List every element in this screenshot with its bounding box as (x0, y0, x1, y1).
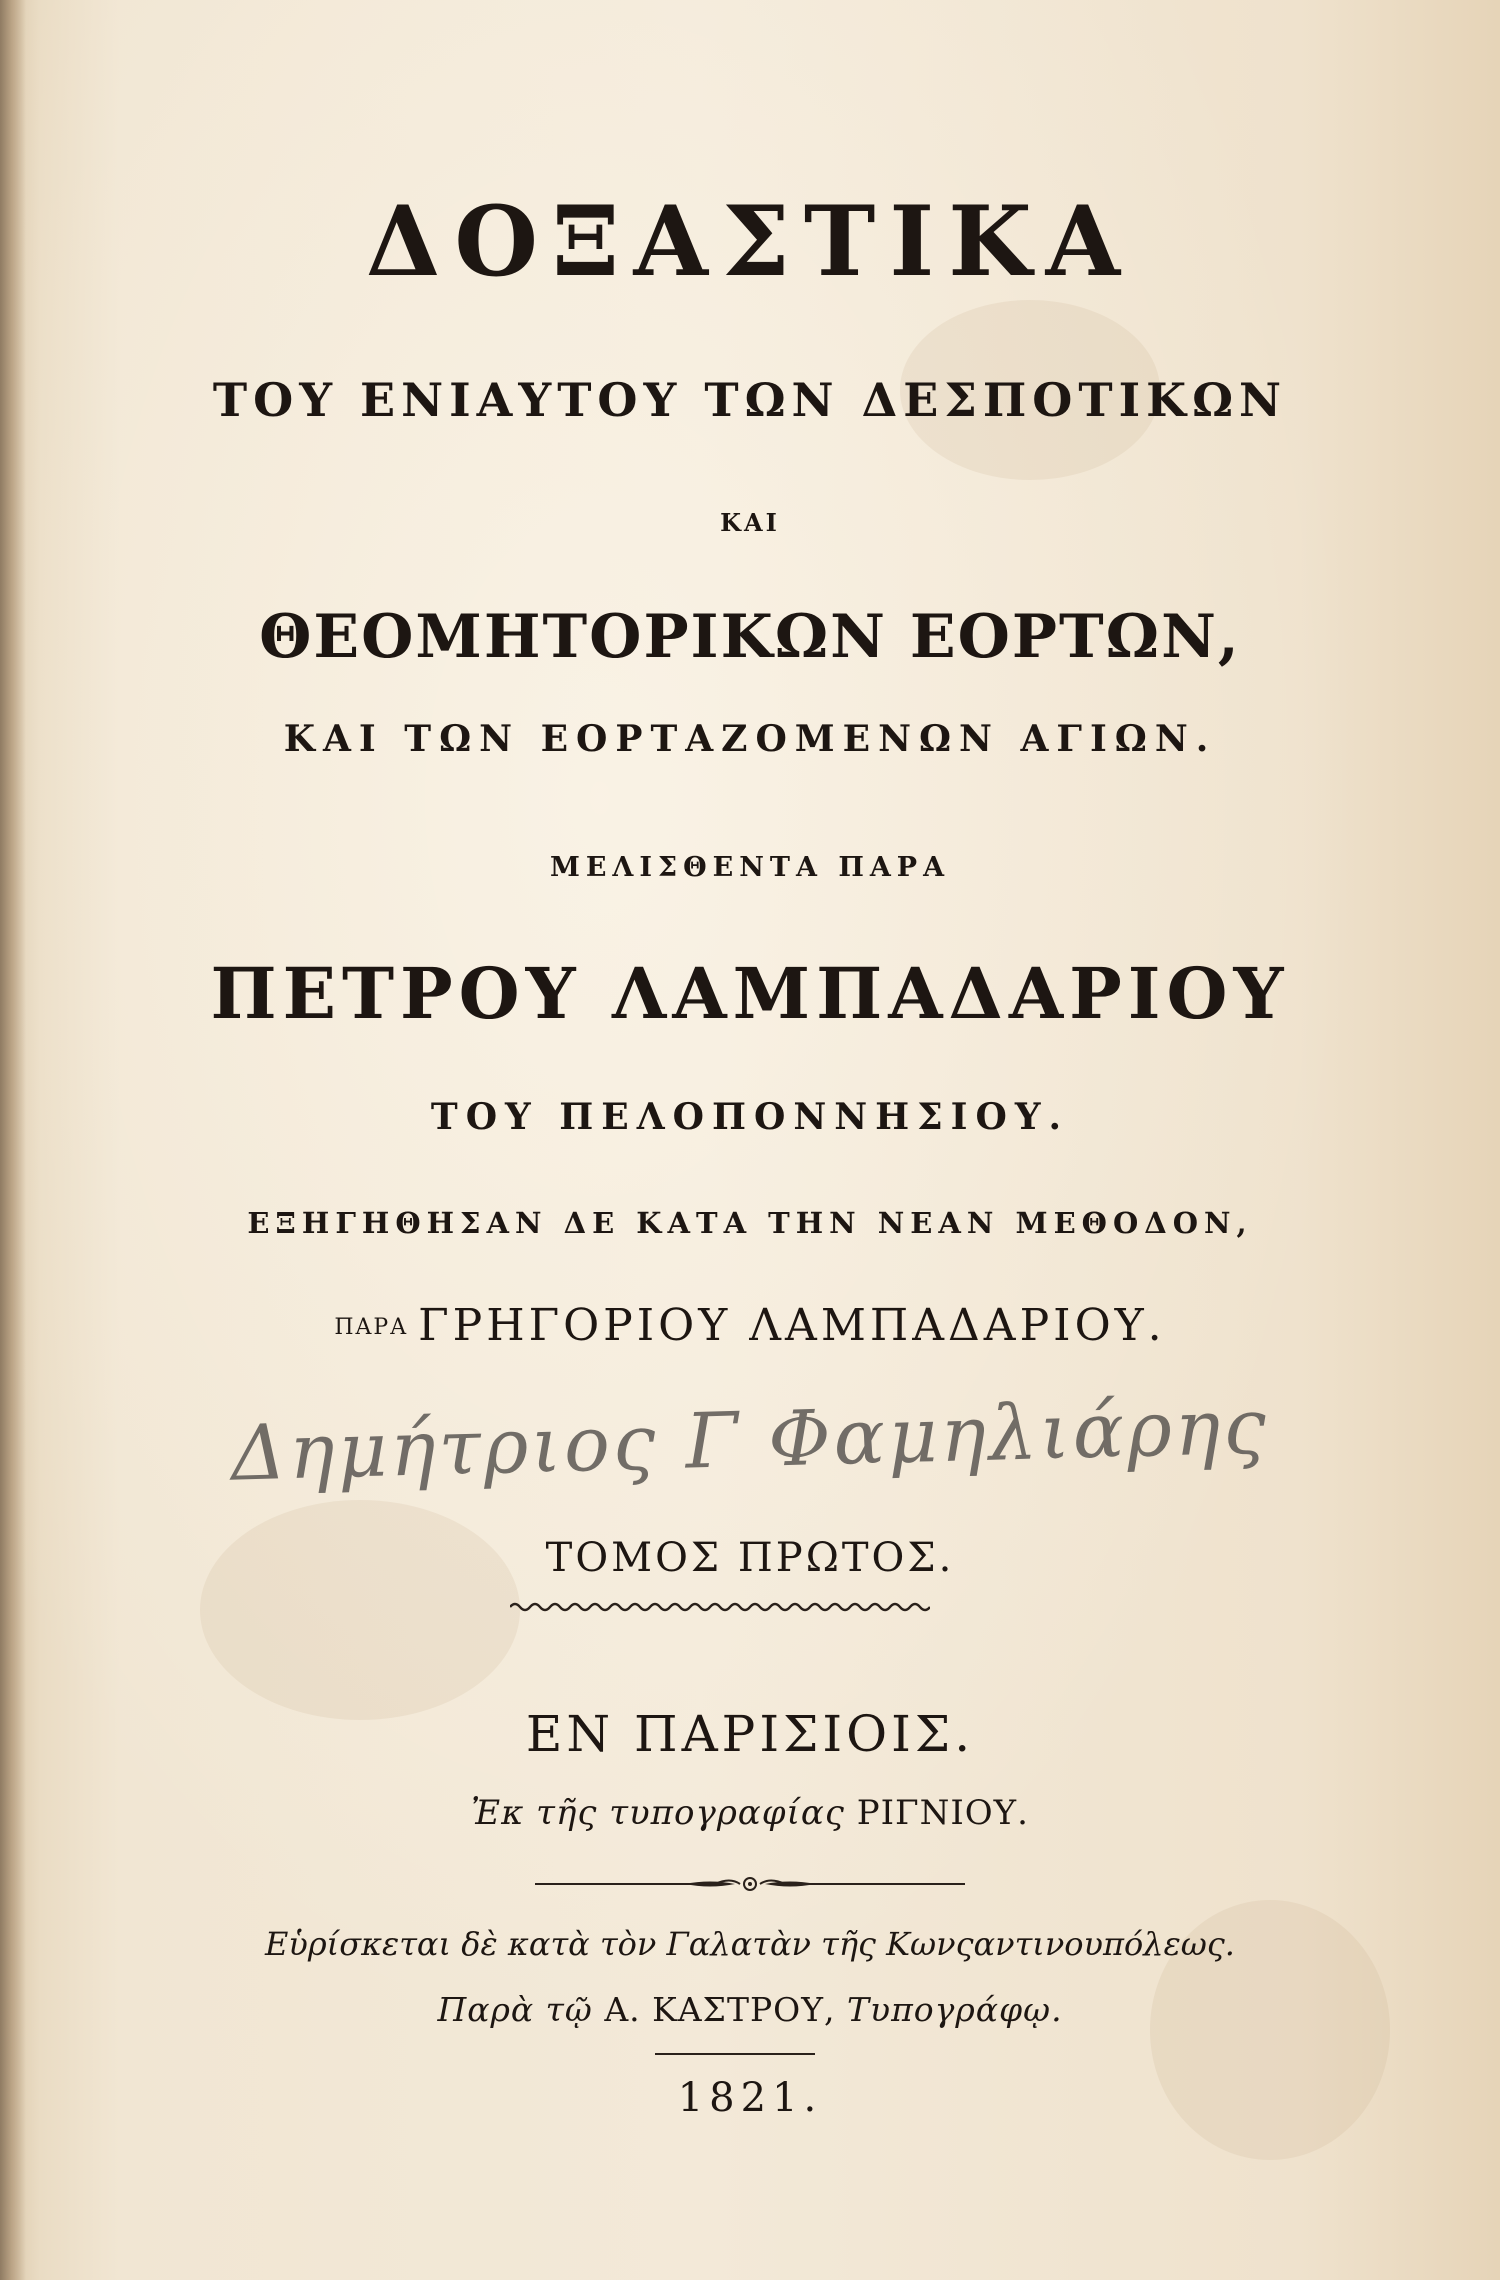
sold-at-line: Εὑρίσκεται δὲ κατὰ τὸν Γαλατὰν τῆς Κωνςαντινουπόλεως. (265, 1925, 1235, 1963)
author-origin: ΤΟΥ ΠΕΛΟΠΟΝΝΗΣΙΟΥ. (430, 1096, 1070, 1138)
handwritten-signature: Δημήτριος Γ Φαμηλιάρης (230, 1381, 1270, 1498)
subtitle-line-2: ΘΕΟΜΗΤΟΡΙΚΩΝ ΕΟΡΤΩΝ, (259, 602, 1241, 672)
transcriber-name: ΓΡΗΓΟΡΙΟΥ ΛΑΜΠΑΔΑΡΙΟΥ. (418, 1300, 1166, 1351)
seller-prefix: Παρὰ τῷ (437, 1990, 593, 2029)
transcriber-prefix: ΠΑΡΑ (334, 1315, 409, 1340)
thin-rule-divider (655, 2053, 815, 2055)
seller-line (0, 1990, 1500, 2029)
imprint-place: ΕΝ ΠΑΡΙΣΙΟΙΣ. (525, 1705, 975, 1763)
subtitle-line-1: ΤΟΥ ΕΝΙΑΥΤΟΥ ΤΩΝ ΔΕΣΠΟΤΙΚΩΝ (212, 373, 1288, 427)
transcriber-line (0, 1300, 1500, 1351)
wavy-rule-divider (510, 1600, 930, 1614)
publication-year: 1821. (677, 2075, 823, 2121)
subtitle-line-3: ΚΑΙ ΤΩΝ ΕΟΡΤΑΖΟΜΕΝΩΝ ΑΓΙΩΝ. (283, 718, 1217, 760)
press-prefix: Ἐκ τῆς τυπογραφίας (471, 1793, 845, 1833)
press-name: ΡΙΓΝΙΟΥ. (856, 1793, 1029, 1833)
seller-suffix: Τυπογράφῳ. (847, 1990, 1063, 2029)
transcription-note: ΕΞΗΓΗΘΗΣΑΝ ΔΕ ΚΑΤΑ ΤΗΝ ΝΕΑΝ ΜΕΘΟΔΟΝ, (247, 1206, 1253, 1240)
seller-name: Α. ΚΑΣΤΡΟΥ, (604, 1990, 836, 2029)
ornamental-rule (535, 1872, 965, 1896)
composed-by-line: ΜΕΛΙΣΘΕΝΤΑ ΠΑΡΑ (549, 852, 951, 883)
author-name: ΠΕΤΡΟΥ ΛΑΜΠΑΔΑΡΙΟΥ (210, 952, 1290, 1035)
imprint-press (0, 1793, 1500, 1833)
page-title: ΔΟΞΑΣΤΙΚΑ (365, 185, 1135, 298)
volume-label: ΤΟΜΟΣ ΠΡΩΤΟΣ. (545, 1535, 955, 1581)
paper-stain (200, 1500, 520, 1720)
subtitle-conjunction: ΚΑΙ (720, 508, 780, 537)
